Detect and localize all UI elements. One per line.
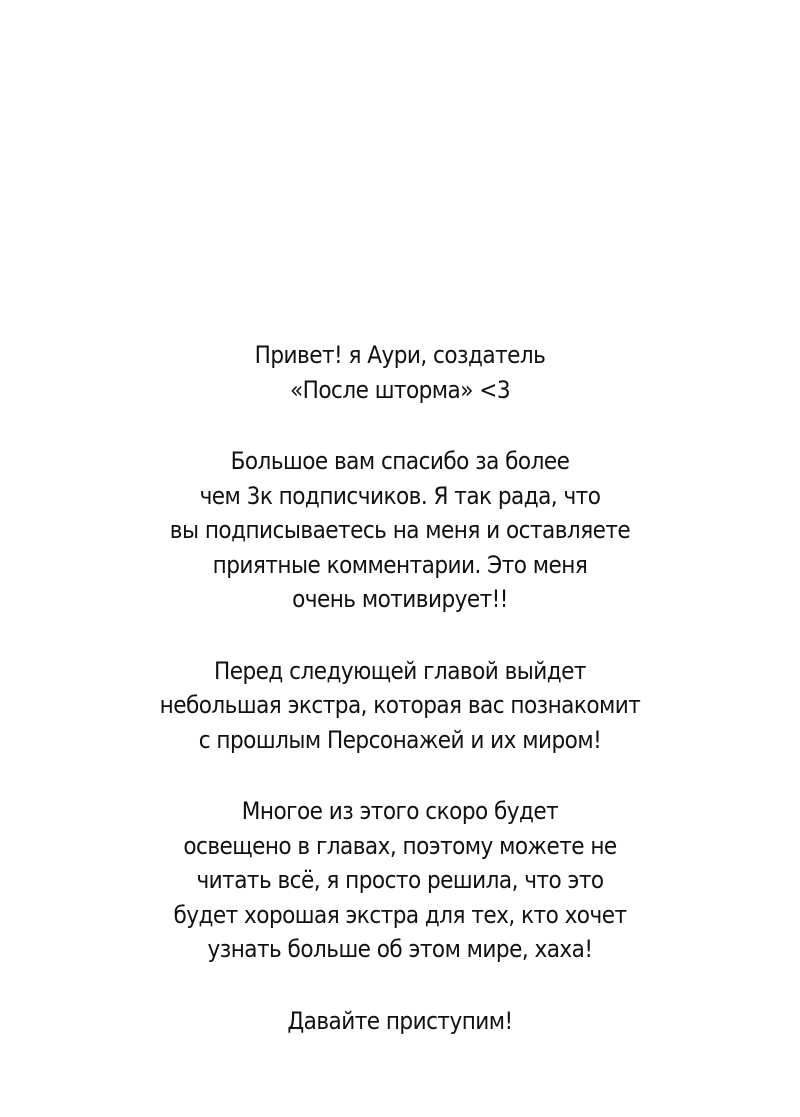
- text-line: читать всё, я просто решила, что это: [196, 866, 604, 894]
- text-line: вы подписываетесь на меня и оставляете: [169, 516, 631, 544]
- text-line: приятные комментарии. Это меня: [212, 550, 588, 579]
- text-line: «После шторма» <3: [289, 375, 511, 404]
- text-line: будет хорошая экстра для тех, кто хочет: [173, 900, 627, 929]
- text-line: Привет! я Аури, создатель: [254, 341, 546, 369]
- greeting-paragraph: [0, 338, 800, 407]
- explanation-paragraph: [0, 794, 800, 967]
- thanks-paragraph: [0, 444, 800, 617]
- text-line: Давайте приступим!: [287, 1006, 513, 1035]
- text-line: с прошлым Персонажей и их миром!: [198, 725, 602, 754]
- author-note: [0, 338, 800, 1075]
- text-line: очень мотивирует!!: [292, 585, 508, 613]
- text-line: чем 3к подписчиков. Я так рада, что: [199, 481, 601, 510]
- extra-announcement-paragraph: [0, 654, 800, 758]
- text-line: освещено в главах, поэтому можете не: [183, 831, 617, 860]
- closing-paragraph: [0, 1004, 800, 1039]
- text-line: узнать больше об этом мире, хаха!: [207, 935, 593, 963]
- text-line: Многое из этого скоро будет: [241, 797, 559, 825]
- text-line: Большое вам спасибо за более: [230, 447, 570, 475]
- text-line: Перед следующей главой выйдет: [214, 656, 586, 685]
- text-line: небольшая экстра, которая вас познакомит: [159, 691, 641, 719]
